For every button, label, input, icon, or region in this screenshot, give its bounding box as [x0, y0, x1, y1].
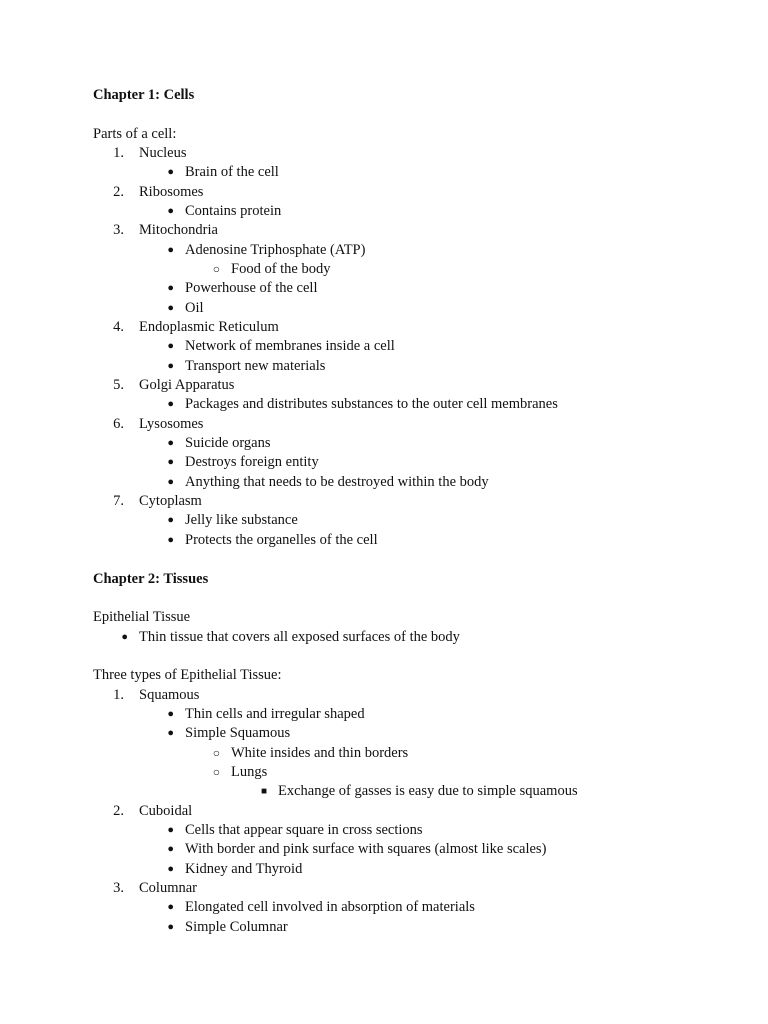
- bullet-icon: ●: [167, 244, 174, 256]
- bullet-item: [167, 434, 271, 453]
- bullet-item: [167, 821, 423, 840]
- chapter-heading: Chapter 2: Tissues: [93, 571, 209, 587]
- sub-bullet-text: White insides and thin borders: [231, 745, 409, 761]
- bullet-text: Jelly like substance: [185, 512, 298, 528]
- bullet-text: Transport new materials: [185, 358, 326, 374]
- bullet-item: [167, 860, 303, 879]
- bullet-icon: ●: [167, 456, 174, 468]
- bullet-text: Destroys foreign entity: [185, 454, 319, 470]
- bullet-text: Thin cells and irregular shaped: [185, 706, 365, 722]
- bullet-text: Contains protein: [185, 203, 282, 219]
- bullet-item: [121, 628, 460, 647]
- list-item: [113, 376, 235, 395]
- bullet-icon: ●: [167, 727, 174, 739]
- bullet-text: Oil: [185, 300, 204, 316]
- circle-bullet-icon: ○: [212, 746, 220, 760]
- list-item-label: Cytoplasm: [139, 493, 202, 509]
- list-item: [113, 415, 204, 434]
- bullet-icon: ●: [167, 901, 174, 913]
- bullet-text: Network of membranes inside a cell: [185, 338, 395, 354]
- bullet-icon: ●: [167, 824, 174, 836]
- bullet-text: Simple Squamous: [185, 725, 291, 741]
- bullet-text: Packages and distributes substances to the outer cell membranes: [185, 396, 558, 412]
- circle-bullet-icon: ○: [212, 765, 220, 779]
- bullet-icon: ●: [167, 166, 174, 178]
- bullet-icon: ●: [167, 921, 174, 933]
- list-item: [113, 144, 187, 163]
- bullet-icon: ●: [167, 398, 174, 410]
- section-intro: Three types of Epithelial Tissue:: [93, 667, 282, 683]
- sub-bullet-text: Food of the body: [231, 261, 331, 277]
- bullet-item: [167, 473, 489, 492]
- section-title: Epithelial Tissue: [93, 609, 191, 625]
- list-number: 5.: [113, 377, 124, 393]
- bullet-item: [167, 724, 291, 743]
- bullet-text: Simple Columnar: [185, 919, 288, 935]
- bullet-text: Elongated cell involved in absorption of materials: [185, 899, 475, 915]
- bullet-text: Adenosine Triphosphate (ATP): [185, 242, 366, 258]
- sub-bullet-text: Lungs: [231, 764, 268, 780]
- list-item-label: Cuboidal: [139, 803, 193, 819]
- list-item-label: Nucleus: [139, 145, 187, 161]
- list-item: [113, 183, 204, 202]
- chapter-heading: Chapter 1: Cells: [93, 87, 195, 103]
- bullet-text: Brain of the cell: [185, 164, 279, 180]
- bullet-icon: ●: [167, 514, 174, 526]
- bullet-item: [167, 898, 475, 917]
- list-number: 7.: [113, 493, 124, 509]
- list-item-label: Squamous: [139, 687, 200, 703]
- bullet-text: Cells that appear square in cross sections: [185, 822, 423, 838]
- bullet-item: [167, 279, 318, 298]
- bullet-item: [167, 705, 365, 724]
- bullet-item: [167, 202, 282, 221]
- bullet-icon: ●: [167, 205, 174, 217]
- list-number: 4.: [113, 319, 124, 335]
- bullet-item: [167, 357, 326, 376]
- list-item-label: Ribosomes: [139, 184, 204, 200]
- bullet-text: With border and pink surface with squares (almost like scales): [185, 841, 547, 857]
- bullet-item: [167, 299, 204, 318]
- list-number: 6.: [113, 416, 124, 432]
- list-item-label: Lysosomes: [139, 416, 204, 432]
- section-intro: Parts of a cell:: [93, 126, 177, 142]
- bullet-icon: ●: [167, 708, 174, 720]
- bullet-text: Protects the organelles of the cell: [185, 532, 378, 548]
- square-bullet-icon: ■: [260, 786, 267, 797]
- bullet-icon: ●: [167, 282, 174, 294]
- bullet-item: [167, 453, 319, 472]
- list-number: 3.: [113, 880, 124, 896]
- bullet-item: [167, 337, 395, 356]
- list-item: [113, 492, 202, 511]
- sub-sub-bullet-item: [260, 782, 578, 801]
- list-number: 3.: [113, 222, 124, 238]
- bullet-icon: ●: [167, 843, 174, 855]
- list-item-label: Endoplasmic Reticulum: [139, 319, 279, 335]
- list-item: [113, 686, 200, 705]
- list-item: [113, 879, 197, 898]
- circle-bullet-icon: ○: [212, 262, 220, 276]
- bullet-item: [167, 840, 547, 859]
- bullet-icon: ●: [167, 476, 174, 488]
- bullet-item: [167, 395, 558, 414]
- bullet-icon: ●: [167, 437, 174, 449]
- bullet-item: [167, 163, 279, 182]
- bullet-item: [167, 531, 378, 550]
- bullet-icon: ●: [167, 340, 174, 352]
- list-number: 1.: [113, 687, 124, 703]
- bullet-item: [167, 241, 366, 260]
- bullet-icon: ●: [167, 302, 174, 314]
- list-item-label: Golgi Apparatus: [139, 377, 235, 393]
- bullet-item: [167, 918, 288, 937]
- sub-sub-bullet-text: Exchange of gasses is easy due to simple squamous: [278, 783, 578, 799]
- sub-bullet-item: [212, 260, 331, 279]
- sub-bullet-item: [212, 763, 268, 782]
- list-item: [113, 318, 279, 337]
- list-number: 2.: [113, 803, 124, 819]
- bullet-text: Suicide organs: [185, 435, 271, 451]
- bullet-text: Powerhouse of the cell: [185, 280, 318, 296]
- bullet-item: [167, 511, 298, 530]
- list-item-label: Columnar: [139, 880, 197, 896]
- bullet-text: Thin tissue that covers all exposed surfaces of the body: [139, 629, 460, 645]
- bullet-text: Kidney and Thyroid: [185, 861, 303, 877]
- list-number: 1.: [113, 145, 124, 161]
- bullet-icon: ●: [121, 631, 128, 643]
- bullet-text: Anything that needs to be destroyed within the body: [185, 474, 489, 490]
- list-item: [113, 221, 218, 240]
- sub-bullet-item: [212, 744, 409, 763]
- bullet-icon: ●: [167, 534, 174, 546]
- list-number: 2.: [113, 184, 124, 200]
- bullet-icon: ●: [167, 863, 174, 875]
- list-item-label: Mitochondria: [139, 222, 218, 238]
- bullet-icon: ●: [167, 360, 174, 372]
- list-item: [113, 802, 193, 821]
